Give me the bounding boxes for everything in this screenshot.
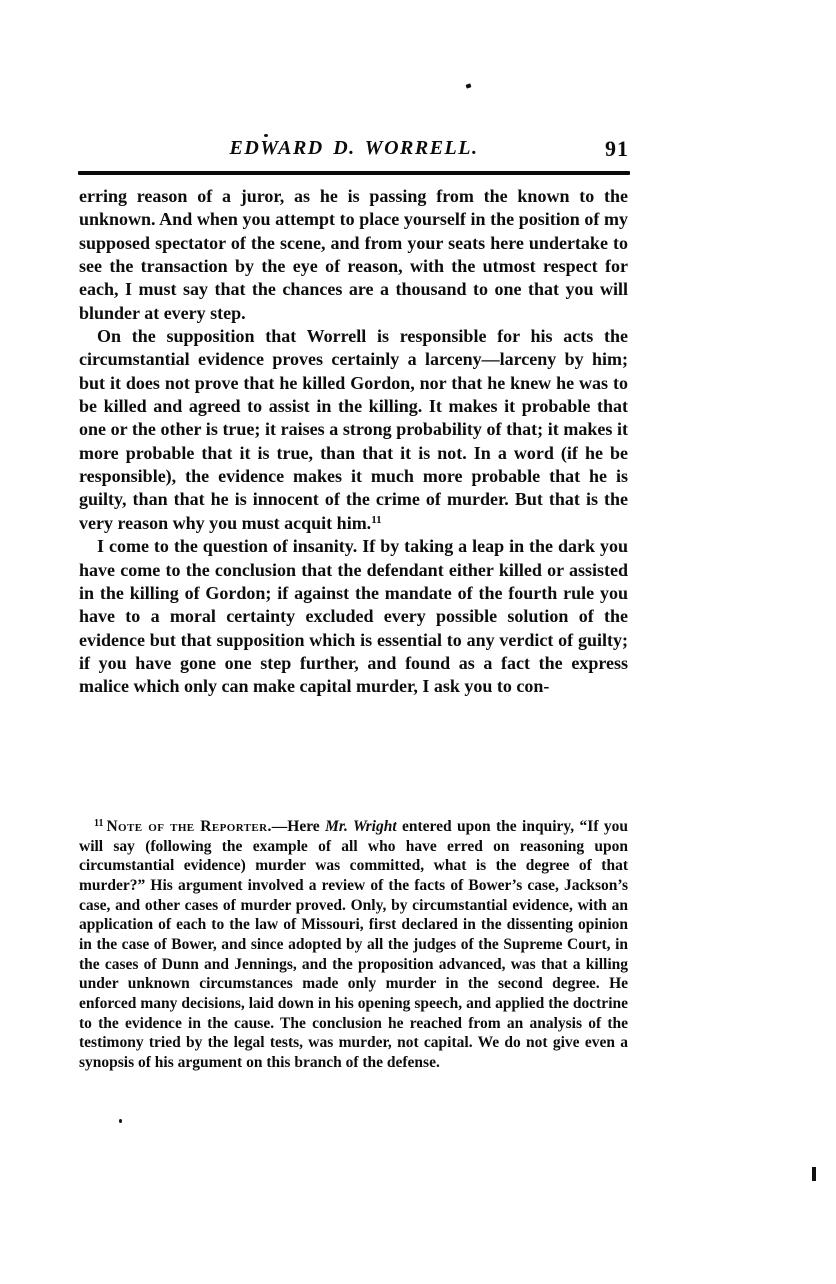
body-text [79,185,628,699]
page-number: 91 [605,136,629,161]
scan-speck-footnote [119,1119,122,1123]
scan-mark-right-edge [812,1167,816,1181]
scan-speck-top [465,83,471,88]
header-rule [78,171,630,175]
body-paragraph-3 [79,535,628,698]
footnote [79,817,628,1073]
footnote-lead: —Here [271,818,326,835]
running-head-title: EDWARD D. WORRELL. [229,137,479,159]
page-header [79,137,629,165]
body-paragraph-2 [79,325,628,535]
footnote-text: entered upon the inquiry, “If you will say (following the example of all who have erred on reasoning upon circumstantial evidence) murder was committed, what is the degree of that murder?” His argument involved a review of the facts of Bower’s case, Jackson’s case, and other cases of murder proved. Only, by circumstantial evidence, with an application of each to the law of Missouri, first declared in the dissenting opinion in the case of Bower, and since adopted by all the judges of the Supreme Court, in the cases of Dunn and Jennings, and the proposition advanced, was that a killing under unknown circumstances made only murder in the second degree. He enforced many decisions, laid down in his opening speech, and applied the doctrine to the evidence in the cause. The conclusion he reached from an analysis of the testimony tried by the legal tests, was murder, not capital. We do not give even a synopsis of his argument on this branch of the defense. [79,818,628,1071]
footnote-speaker-name: Mr. Wright [325,818,397,835]
paragraph-2-text: On the supposition that Worrell is responsible for his acts the circumstantial evidence proves certainly a larceny—larceny by him; but it does not prove that he killed Gordon, nor that he knew he was to be killed and agreed to assist in the killing. It makes it probable that one or the other is true; it raises a strong probability of that; it makes it more probable that it is true, than that it is not. In a word (if he be responsible), the evidence makes it much more probable that he is guilty, than that he is innocent of the crime of murder. But that is the very reason why you must acquit him. [79,326,628,533]
body-paragraph-1 [79,185,628,325]
footnote-label: Note of the Reporter. [106,818,272,835]
footnote-block [79,817,628,1073]
footnote-reference: 11 [371,513,382,526]
paragraph-3-text: I come to the question of insanity. If by taking a leap in the dark you have come to the conclusion that the defendant either killed or assisted in the killing of Gordon; if against the mandate of the fourth rule you have to a moral certainty excluded every possible solution of the evidence but that supposition which is essential to any verdict of guilty; if you have gone one step further, and found as a fact the express malice which only can make capital murder, I ask you to con- [79,536,628,697]
footnote-marker: 11 [94,818,104,829]
paragraph-1-text: erring reason of a juror, as he is passing from the known to the unknown. And when you attempt to place yourself in the position of my supposed spectator of the scene, and from your seats here undertake to see the transaction by the eye of reason, with the utmost respect for each, I must say that the chances are a thousand to one that you will blunder at every step. [79,186,628,323]
